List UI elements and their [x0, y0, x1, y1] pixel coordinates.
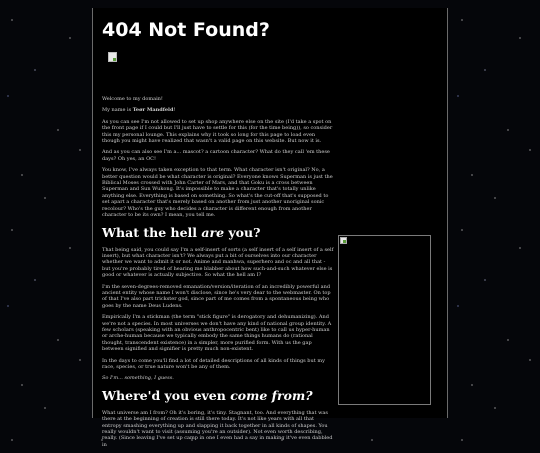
heading-what-em: are: [201, 224, 225, 240]
name-line: [102, 107, 334, 113]
heading-where-em: come from?: [230, 387, 313, 403]
text-column: [102, 96, 334, 448]
question-paragraph: And as you can also see I'm a... mascot? a cartoon character? What do they call 'em these days? Oh yes, an OC!: [102, 149, 330, 162]
intro-paragraph: As you can see I'm not allowed to set up shop anywhere else on the site (I'd take a spot on the front page if I could but I'll just have to settle for this (for the time being)), so consider this my personal lounge. This explains why it took so long for this page to load even though you might have realized that wasn't a valid page on this website. But now it is.: [102, 118, 333, 145]
side-image-frame: [338, 235, 431, 405]
name-prefix: My name is: [102, 107, 133, 114]
greeting-text: Welcome to my domain!: [102, 96, 163, 102]
original-paragraph: You know, I've always taken exception to that term. What character isn't original? No, a better question would be what character is original? Everyone knows Superman is just the Biblical Moses crossed with John Carter of Mars, and that Goku is a cross between Superman and Sun Wukong. It's impossible to make a character that's totally unlike anything else. Everything is based on something. So what's the cut-off that's supposed to set apart a character that's merely based on another from just another unoriginal sonic recolour? Who's the guy who decides a character is different enough from another character to be its own? I mean, you tell me.: [102, 167, 333, 219]
author-name: Teør Mandfeld: [132, 107, 174, 114]
heading-where-prefix: Where'd you even: [102, 387, 231, 403]
something-text: So I'm... something, I guess.: [102, 375, 174, 382]
emanation-paragraph: I'm the seven-degrees-removed emanation/version/iteration of an incredibly powerful and ancient entity whose name I won't disclose, since he's very dear to the webmaster. On top of that I've also part trickster god, since part of me comes from a spontaneous being who goes by the name Deus Ludens.: [102, 283, 331, 309]
heading-what-are-you: [102, 224, 334, 241]
days-paragraph: In the days to come you'll find a lot of detailed descriptions of all kinds of things but my race, species, or true nature won't be any of them.: [102, 357, 325, 370]
page-title: 404 Not Found?: [102, 19, 270, 41]
self-insert-paragraph: That being said, you could say I'm a self-insert of sorts (a self insert of a self insert of a self insert), but what character isn't? We always put a bit of ourselves into our character whether we want to admit it or not. Anime and manhwa, superhero and oc and all that - but you're probably tired of hearing me blabber about how such-and-such whatever else is good or whatever is actually subjective. So what the hell am I?: [102, 246, 334, 279]
broken-image-icon: [340, 237, 347, 244]
heading-where-from: [102, 387, 334, 404]
universe-paragraph: What universe am I from? Oh it's boring, it's tiny. Stagnant, too. And everything that was there at the beginning of creation is still there today. It's not like years with all that entropy smashing everything up and slapping it back together in all kinds of shapes. You really wouldn't want to visit (assuming you're an outsider). Not even worth describing, really. (Since leaving I've set up camp in one I even had a say in making it've even dabbled in: [102, 409, 333, 448]
heading-what-prefix: What the hell: [102, 224, 202, 240]
name-suffix: !: [173, 107, 176, 114]
heading-what-suffix: you?: [224, 224, 261, 240]
broken-image-icon: [108, 52, 117, 62]
something-paragraph: [102, 375, 334, 381]
stickman-paragraph: Empirically I'm a stickman (the term "stick figure" is derogatory and dehumanizing). And we're not a species. In most universes we don't have any kind of national group identity. A few scholars (speaking with an obvious anthropocentric bent) like to call us hyper-human or arche-human because we typically embody the same things humans do (rational thought, transcendent existence) in a simpler, more purified form. With us the gap between signified and signifier is pretty much non-existent.: [102, 314, 332, 353]
